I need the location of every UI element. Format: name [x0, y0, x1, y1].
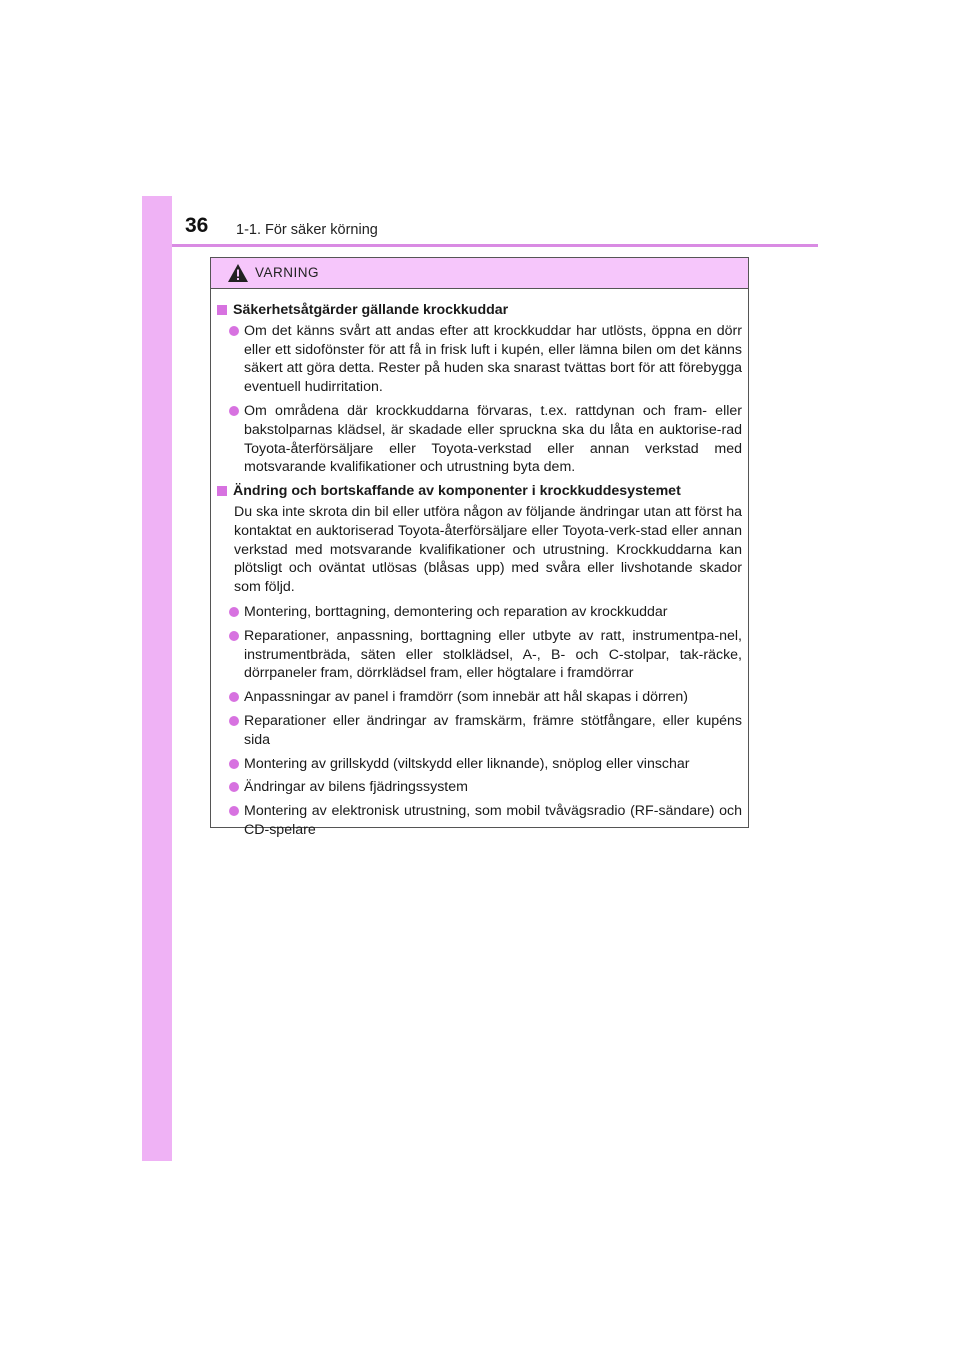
list-item: [229, 755, 742, 774]
round-bullet-icon: [229, 406, 239, 416]
round-bullet-icon: [229, 607, 239, 617]
list-item: [229, 688, 742, 707]
round-bullet-icon: [229, 631, 239, 641]
list-item: [229, 603, 742, 622]
round-bullet-icon: [229, 326, 239, 336]
round-bullet-icon: [229, 692, 239, 702]
list-item-text: Anpassningar av panel i framdörr (som innebär att hål skapas i dörren): [244, 689, 688, 706]
list-item-text: Reparationer eller ändringar av framskärm, främre stötfångare, eller kupéns sida: [244, 712, 742, 748]
warning-label: VARNING: [255, 265, 320, 280]
list-item: [229, 322, 742, 397]
round-bullet-icon: [229, 806, 239, 816]
list-item-text: Montering av elektronisk utrustning, som mobil tvåvägsradio (RF-sändare) och CD-spelare: [244, 803, 742, 838]
warning-triangle-icon: [227, 263, 249, 283]
warning-header: [211, 258, 748, 289]
round-bullet-icon: [229, 716, 239, 726]
round-bullet-icon: [229, 782, 239, 792]
list-item: [229, 402, 742, 477]
chapter-side-tab: [142, 196, 172, 1161]
list-item: [229, 712, 742, 750]
warning-body: [211, 289, 748, 840]
list-item: [229, 802, 742, 840]
list-item-text: Ändringar av bilens fjädringssystem: [244, 779, 468, 796]
list-item-text: Om det känns svårt att andas efter att krockkuddar har utlösts, öppna en dörr eller ett sidofönster för att få in frisk luft i kupén, eller lämna bilen om det känns säkert att göra detta. Rester på huden ska snarast tvättas bort för att förebygga eventuell hudirritation.: [244, 322, 742, 396]
section-heading-text: Ändring och bortskaffande av komponenter i krockkuddesystemet: [233, 483, 681, 500]
section-title: 1-1. För säker körning: [236, 222, 378, 238]
warning-box: [210, 257, 749, 838]
header-divider: [172, 244, 818, 247]
list-item: [229, 778, 742, 797]
paragraph: Du ska inte skrota din bil eller utföra någon av följande ändringar utan att först ha kontaktat en auktoriserad Toyota-återförsäljare eller Toyota-verk-stad eller annan verkstad med motsvarande kvalifikationer och utrustning. Krockkuddarna kan plötsligt och oväntat utlösas (blåsas upp) med svåra eller livshotande skador som följd.: [234, 503, 742, 596]
list-item-text: Montering, borttagning, demontering och reparation av krockkuddar: [244, 603, 668, 620]
list-item-text: Montering av grillskydd (viltskydd eller liknande), snöplog eller vinschar: [244, 755, 690, 772]
round-bullet-icon: [229, 759, 239, 769]
square-bullet-icon: [217, 305, 227, 315]
list-item: [229, 627, 742, 683]
section-heading: [217, 301, 742, 320]
section-heading: [217, 482, 742, 501]
page-number: 36: [185, 214, 209, 237]
square-bullet-icon: [217, 486, 227, 496]
list-item-text: Reparationer, anpassning, borttagning eller utbyte av ratt, instrumentpa-nel, instrumentbräda, säten eller stolklädsel, A-, B- och C-stolpar, tak-räcke, dörrpaneler fram, dörrklädsel fram, eller högtalare i framdörrar: [244, 627, 742, 682]
section-heading-text: Säkerhetsåtgärder gällande krockkuddar: [233, 302, 509, 318]
list-item-text: Om områdena där krockkuddarna förvaras, t.ex. rattdynan och fram- eller bakstolparnas klädsel, är skadade eller spruckna ska du låta en auktorise-rad Toyota-återförsäljare eller Toyota-verkstad eller annan verkstad med motsvarande kvalifikationer och utrustning byta dem.: [244, 402, 742, 476]
